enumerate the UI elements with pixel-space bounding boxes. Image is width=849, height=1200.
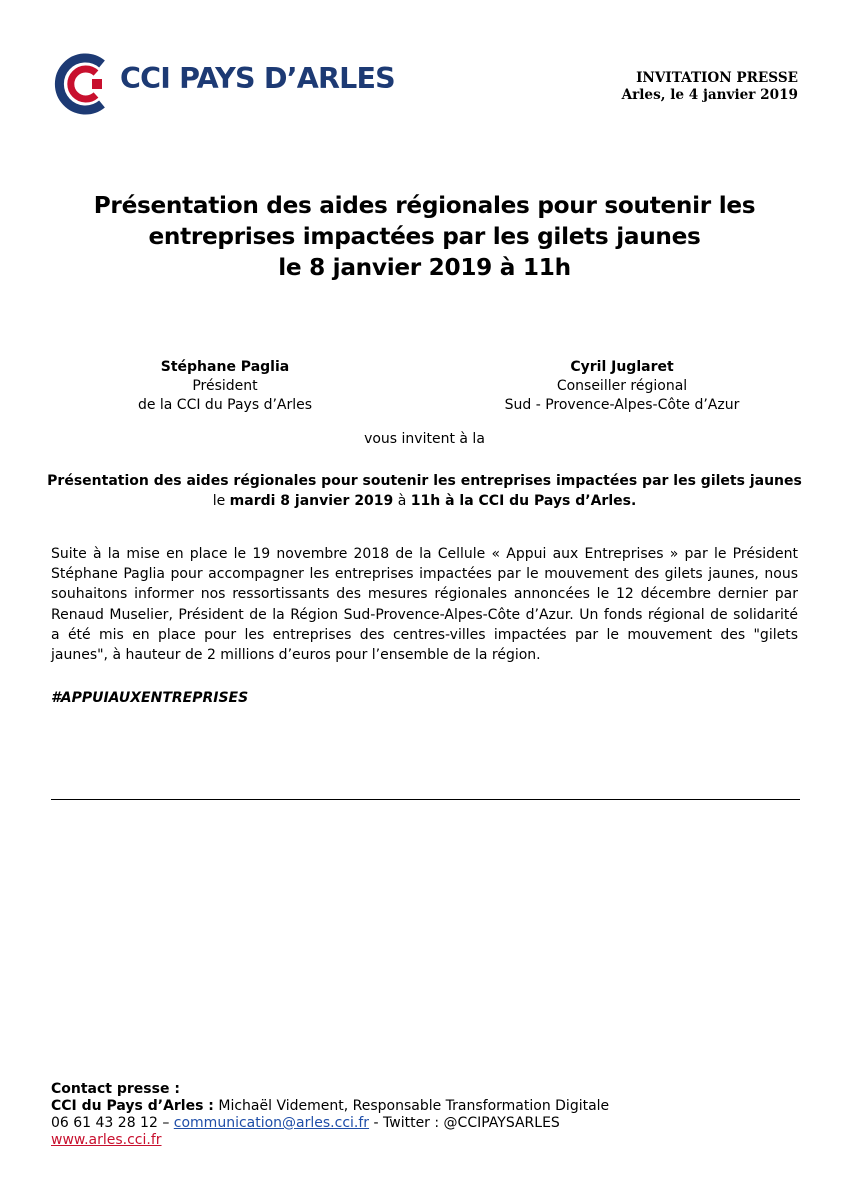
divider xyxy=(51,799,800,800)
invite-text: vous invitent à la xyxy=(364,431,485,447)
contact-email-link[interactable]: communication@arles.cci.fr xyxy=(173,1115,370,1131)
event-date: mardi 8 janvier 2019 xyxy=(229,493,394,509)
contact-person: Michaël Videment, Responsable Transformation Digitale xyxy=(213,1098,610,1114)
event-datetime xyxy=(40,491,809,511)
body-paragraph: Suite à la mise en place le 19 novembre 2018 de la Cellule « Appui aux Entreprises » par le Président Stéphane Paglia pour accompagner les entreprises impactées par le mouvement des gilets jaunes, nous souhaitons informer nos ressortissants des mesures régionales annoncées le 12 décembre dernier par Renaud Muselier, Président de la Région Sud-Provence-Alpes-Côte d’Azur. Un fonds régional de solidarité a été mis en place pour les entreprises des centres-villes impactées par le mouvement des "gilets jaunes", à hauteur de 2 millions d’euros pour l’ensemble de la région. xyxy=(51,546,798,664)
event-prefix: le xyxy=(212,493,230,509)
title-line-1: Présentation des aides régionales pour soutenir les xyxy=(93,192,756,219)
signatory-name: Stéphane Paglia xyxy=(160,359,290,375)
contact-phone-line xyxy=(51,1115,609,1132)
contact-person-line xyxy=(51,1098,609,1115)
website-link[interactable]: www.arles.cci.fr xyxy=(51,1132,162,1148)
logo-text: CCI PAYS D’ARLES xyxy=(120,62,395,95)
signatory-name: Cyril Juglaret xyxy=(570,359,674,375)
signatory-role: Conseiller régional xyxy=(556,378,688,394)
signatory-role: Président xyxy=(192,378,258,394)
cci-logo-mark-icon xyxy=(52,52,116,116)
header-date: Arles, le 4 janvier 2019 xyxy=(621,87,798,103)
signatory-org: Sud - Provence-Alpes-Côte d’Azur xyxy=(504,397,740,413)
page-title xyxy=(0,190,849,283)
contact-block xyxy=(51,1081,609,1149)
event-block xyxy=(40,471,809,511)
contact-phone: 06 61 43 28 12 – xyxy=(51,1115,174,1131)
title-line-2: entreprises impactées par les gilets jaunes xyxy=(148,223,701,250)
signatory-org: de la CCI du Pays d’Arles xyxy=(137,397,313,413)
event-title: Présentation des aides régionales pour soutenir les entreprises impactées par les gilets jaunes xyxy=(47,473,802,489)
contact-heading: Contact presse : xyxy=(51,1081,180,1097)
header-block xyxy=(622,70,798,104)
header-label: INVITATION PRESSE xyxy=(636,70,798,86)
signatory-2 xyxy=(472,358,772,415)
title-line-3: le 8 janvier 2019 à 11h xyxy=(278,254,571,281)
hashtag: #APPUIAUXENTREPRISES xyxy=(51,690,249,706)
contact-twitter: - Twitter : @CCIPAYSARLES xyxy=(369,1115,560,1131)
signatory-1 xyxy=(75,358,375,415)
contact-org: CCI du Pays d’Arles : xyxy=(51,1098,214,1114)
event-place: 11h à la CCI du Pays d’Arles. xyxy=(410,493,637,509)
event-mid: à xyxy=(393,493,411,509)
